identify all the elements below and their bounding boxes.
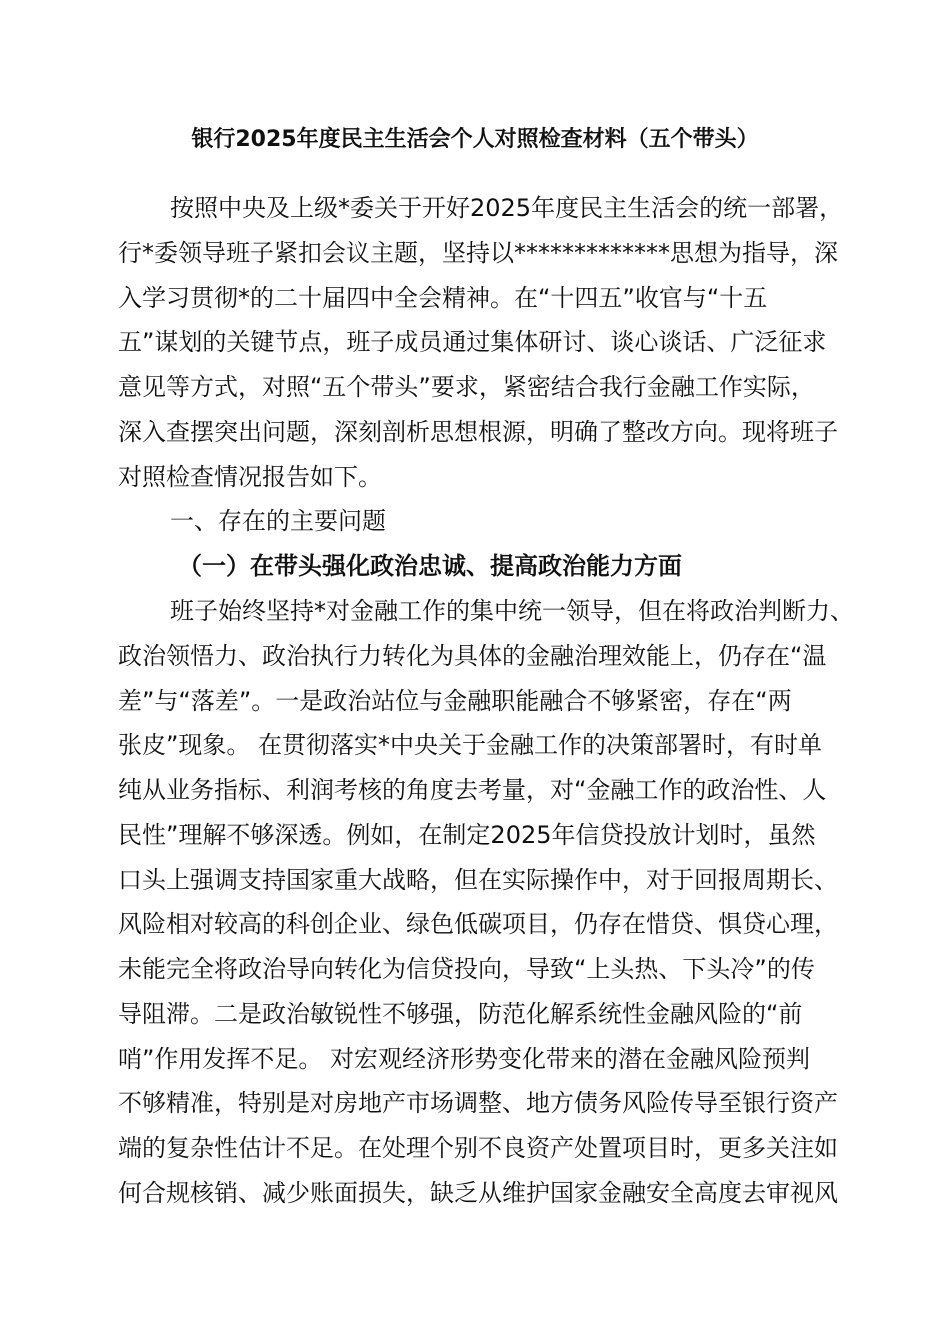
paragraph-line: 导阻滞。二是政治敏锐性不够强，防范化解系统性金融风险的“前 <box>118 1000 803 1028</box>
subsection-heading: （一）在带头强化政治忠诚、提高政治能力方面 <box>178 552 682 580</box>
paragraph-line: 口头上强调支持国家重大战略，但在实际操作中，对于回报周期长、 <box>118 866 838 894</box>
paragraph-line: 民性”理解不够深透。例如，在制定2025年信贷投放计划时，虽然 <box>118 821 816 849</box>
paragraph-line: 五”谋划的关键节点，班子成员通过集体研讨、谈心谈话、广泛征求 <box>118 328 827 356</box>
paragraph-line: 政治领悟力、政治执行力转化为具体的金融治理效能上，仍存在“温 <box>118 642 827 670</box>
paragraph-line: 未能完全将政治导向转化为信贷投向，导致“上头热、下头冷”的传 <box>118 955 815 983</box>
paragraph-line: 入学习贯彻*的二十届四中全会精神。在“十四五”收官与“十五 <box>118 284 768 312</box>
document-title: 银行2025年度民主生活会个人对照检查材料（五个带头） <box>191 127 759 152</box>
section-heading: 一、存在的主要问题 <box>170 507 386 535</box>
paragraph-line: 哨”作用发挥不足。 对宏观经济形势变化带来的潜在金融风险预判 <box>118 1045 811 1073</box>
paragraph-line: 班子始终坚持*对金融工作的集中统一领导，但在将政治判断力、 <box>170 597 854 625</box>
paragraph-line: 差”与“落差”。一是政治站位与金融职能融合不够紧密，存在“两 <box>118 687 792 715</box>
paragraph-line: 纯从业务指标、利润考核的角度去考量，对“金融工作的政治性、人 <box>118 776 827 804</box>
paragraph-line: 按照中央及上级*委关于开好2025年度民主生活会的统一部署， <box>170 194 844 222</box>
paragraph-line: 不够精准，特别是对房地产市场调整、地方债务风险传导至银行资产 <box>118 1089 838 1117</box>
paragraph-line: 对照检查情况报告如下。 <box>118 463 382 491</box>
paragraph-line: 何合规核销、减少账面损失，缺乏从维护国家金融安全高度去审视风 <box>118 1179 838 1207</box>
paragraph-line: 张皮”现象。 在贯彻落实*中央关于金融工作的决策部署时，有时单 <box>118 731 823 759</box>
paragraph-line: 深入查摆突出问题，深刻剖析思想根源，明确了整改方向。现将班子 <box>118 418 838 446</box>
paragraph-line: 风险相对较高的科创企业、绿色低碳项目，仍存在惜贷、惧贷心理， <box>118 910 838 938</box>
paragraph-line: 意见等方式，对照“五个带头”要求，紧密结合我行金融工作实际， <box>118 373 815 401</box>
paragraph-line: 端的复杂性估计不足。在处理个别不良资产处置项目时，更多关注如 <box>118 1134 838 1162</box>
paragraph-line: 行*委领导班子紧扣会议主题，坚持以*************思想为指导，深 <box>118 239 838 267</box>
